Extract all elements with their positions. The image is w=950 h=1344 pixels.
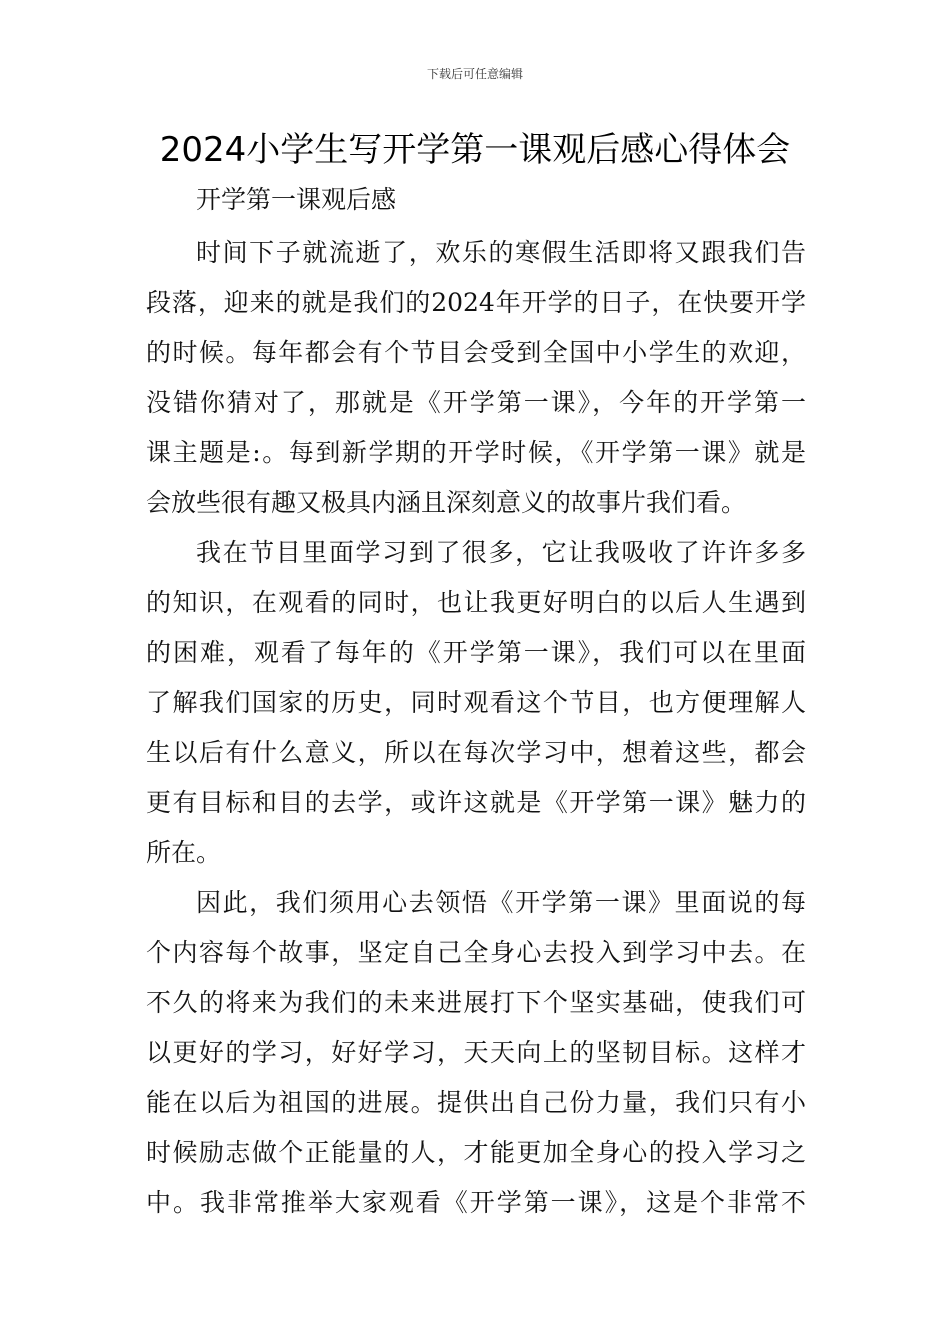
text-line: 了解我们国家的历史，同时观看这个节目，也方便理解人 xyxy=(146,688,806,717)
text-line: 会放些很有趣又极具内涵且深刻意义的故事片我们看。 xyxy=(146,488,747,517)
document-body xyxy=(146,228,806,1228)
document-subtitle: 开学第一课观后感 xyxy=(196,185,397,214)
text-line: 时间下子就流逝了，欢乐的寒假生活即将又跟我们告 xyxy=(196,238,806,267)
paragraph-3 xyxy=(146,878,806,1228)
text-line: 段落，迎来的就是我们的2024年开学的日子，在快要开学 xyxy=(146,288,806,317)
text-line: 所在。 xyxy=(146,838,222,867)
text-line: 时候励志做个正能量的人，才能更加全身心的投入学习之 xyxy=(146,1138,806,1167)
text-line: 课主题是:。每到新学期的开学时候，《开学第一课》就是 xyxy=(146,438,806,467)
header-note: 下载后可任意编辑 xyxy=(426,67,523,81)
text-line: 更有目标和目的去学，或许这就是《开学第一课》魅力的 xyxy=(146,788,806,817)
paragraph-1 xyxy=(146,228,806,528)
text-line: 的时候。每年都会有个节目会受到全国中小学生的欢迎， xyxy=(146,338,806,367)
text-line: 的困难，观看了每年的《开学第一课》，我们可以在里面 xyxy=(146,638,806,667)
text-line: 因此，我们须用心去领悟《开学第一课》里面说的每 xyxy=(196,888,806,917)
text-line: 生以后有什么意义，所以在每次学习中，想着这些，都会 xyxy=(146,738,806,767)
text-line: 没错你猜对了，那就是《开学第一课》，今年的开学第一 xyxy=(146,388,806,417)
text-line: 的知识，在观看的同时，也让我更好明白的以后人生遇到 xyxy=(146,588,806,617)
text-line: 不久的将来为我们的未来进展打下个坚实基础，使我们可 xyxy=(146,988,806,1017)
document-title: 2024小学生写开学第一课观后感心得体会 xyxy=(159,130,791,170)
text-line: 以更好的学习，好好学习，天天向上的坚韧目标。这样才 xyxy=(146,1038,806,1067)
text-line: 中。我非常推举大家观看《开学第一课》，这是个非常不 xyxy=(146,1188,806,1217)
paragraph-2 xyxy=(146,528,806,878)
text-line: 能在以后为祖国的进展。提供出自己份力量，我们只有小 xyxy=(146,1088,806,1117)
text-line: 我在节目里面学习到了很多，它让我吸收了许许多多 xyxy=(196,538,806,567)
text-line: 个内容每个故事，坚定自己全身心去投入到学习中去。在 xyxy=(146,938,806,967)
